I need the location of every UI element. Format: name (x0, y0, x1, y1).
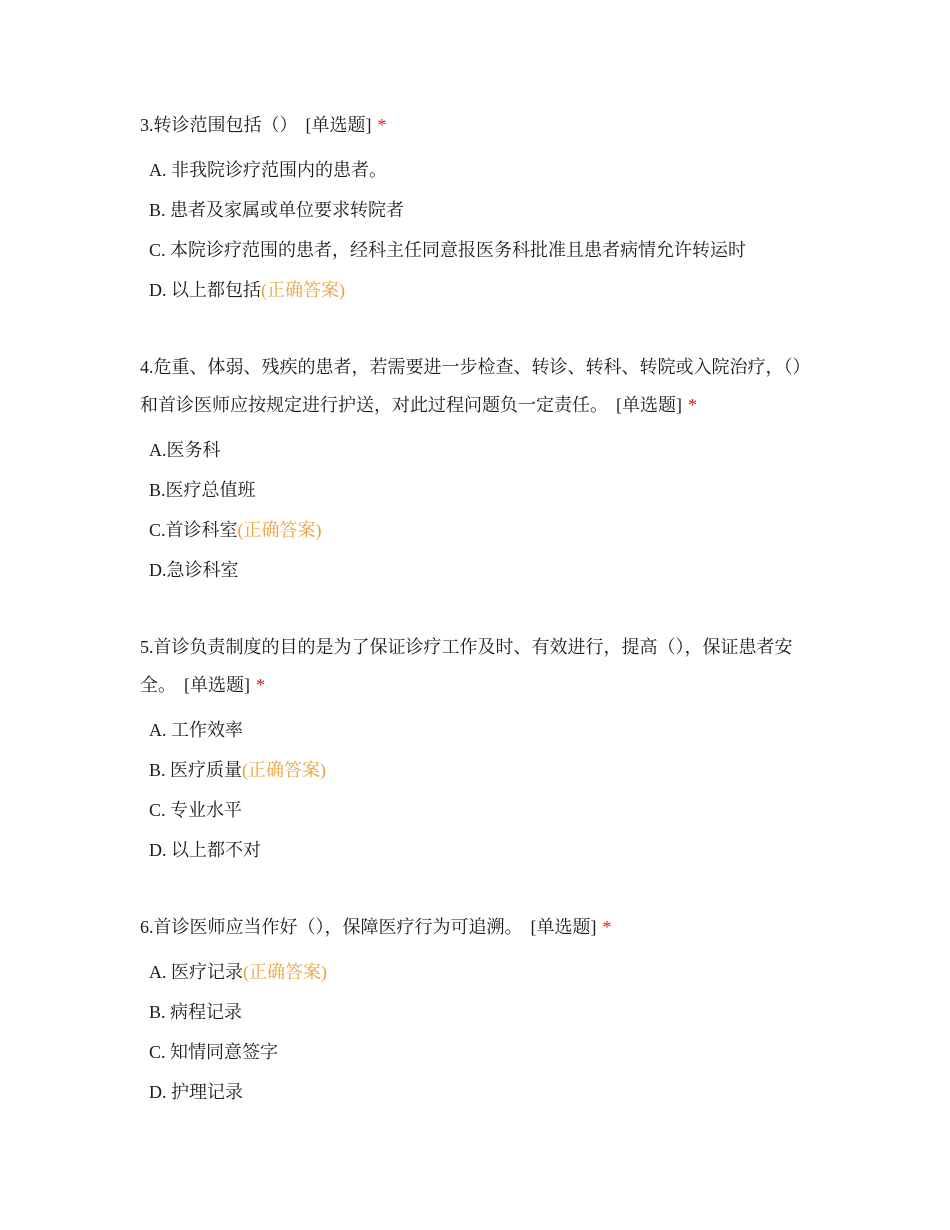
question-title (140, 628, 820, 704)
option-text: C.首诊科室 (149, 520, 238, 540)
question-text: 3.转诊范围包括（） (140, 115, 298, 135)
option-a[interactable] (149, 710, 820, 750)
required-mark: * (602, 917, 612, 937)
option-list (140, 710, 820, 870)
option-text: D. 以上都不对 (149, 840, 261, 860)
option-text: A. 医疗记录 (149, 962, 243, 982)
question-5 (140, 628, 820, 870)
option-d[interactable] (149, 270, 820, 310)
question-text: 6.首诊医师应当作好（），保障医疗行为可追溯。 (140, 917, 523, 937)
question-3 (140, 106, 820, 310)
option-text: D. 护理记录 (149, 1082, 243, 1102)
option-text: C. 本院诊疗范围的患者，经科主任同意报医务科批准且患者病情允许转运时 (149, 240, 747, 260)
question-text: 4.危重、体弱、残疾的患者，若需要进一步检查、转诊、转科、转院或入院治疗，（）和首诊医师应按规定进行护送，对此过程问题负一定责任。 (140, 357, 811, 415)
question-type: [单选题] (530, 917, 597, 937)
correct-answer-label: (正确答案) (261, 280, 345, 300)
question-type: [单选题] (184, 675, 250, 695)
option-text: B.医疗总值班 (149, 480, 256, 500)
option-c[interactable] (149, 510, 820, 550)
option-text: A.医务科 (149, 440, 221, 460)
option-a[interactable] (149, 150, 820, 190)
option-list (140, 150, 820, 310)
option-b[interactable] (149, 190, 820, 230)
option-b[interactable] (149, 992, 820, 1032)
option-a[interactable] (149, 430, 820, 470)
correct-answer-label: (正确答案) (242, 760, 327, 780)
option-c[interactable] (149, 790, 820, 830)
option-d[interactable] (149, 1072, 820, 1112)
required-mark: * (256, 675, 265, 695)
option-list (140, 952, 820, 1112)
option-text: C. 知情同意签字 (149, 1042, 279, 1062)
option-d[interactable] (149, 830, 820, 870)
option-text: D. 以上都包括 (149, 280, 261, 300)
correct-answer-label: (正确答案) (237, 520, 322, 540)
option-b[interactable] (149, 470, 820, 510)
option-text: A. 工作效率 (149, 720, 243, 740)
option-c[interactable] (149, 1032, 820, 1072)
option-text: C. 专业水平 (149, 800, 243, 820)
option-list (140, 430, 820, 590)
option-text: B. 患者及家属或单位要求转院者 (149, 200, 405, 220)
required-mark: * (688, 395, 697, 415)
question-text: 5.首诊负责制度的目的是为了保证诊疗工作及时、有效进行，提高（），保证患者安全。 (140, 637, 793, 695)
question-6 (140, 908, 820, 1112)
option-text: A. 非我院诊疗范围内的患者。 (149, 160, 387, 180)
option-b[interactable] (149, 750, 820, 790)
question-type: [单选题] (616, 395, 682, 415)
question-title (140, 348, 820, 424)
question-title (140, 106, 820, 144)
option-c[interactable] (149, 230, 820, 270)
question-type: [单选题] (305, 115, 372, 135)
option-a[interactable] (149, 952, 820, 992)
correct-answer-label: (正确答案) (243, 962, 327, 982)
question-4 (140, 348, 820, 590)
required-mark: * (377, 115, 387, 135)
option-d[interactable] (149, 550, 820, 590)
option-text: D.急诊科室 (149, 560, 239, 580)
option-text: B. 医疗质量 (149, 760, 243, 780)
question-title (140, 908, 820, 946)
option-text: B. 病程记录 (149, 1002, 243, 1022)
